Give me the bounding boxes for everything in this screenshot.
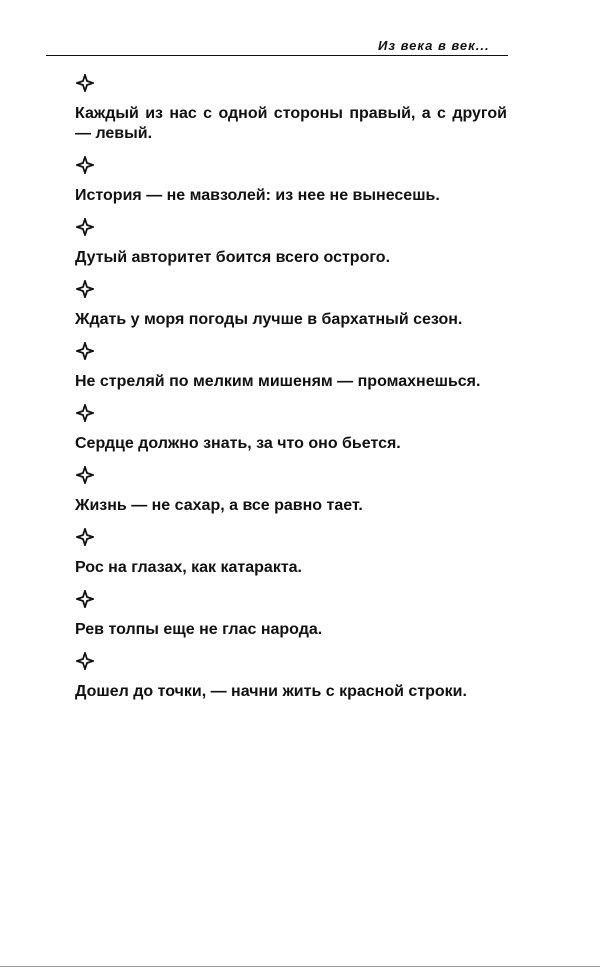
four-point-star-icon xyxy=(76,342,94,360)
list-item xyxy=(75,218,507,268)
running-head: Из века в век... xyxy=(378,38,490,53)
four-point-star-icon xyxy=(76,466,94,484)
list-item xyxy=(75,156,507,206)
page-bottom-edge xyxy=(0,966,600,967)
four-point-star-icon xyxy=(76,218,94,236)
list-item xyxy=(75,528,507,578)
aphorism-text: Каждый из нас с одной стороны правый, а с другой — левый. xyxy=(75,105,507,142)
list-item xyxy=(75,280,507,330)
list-item xyxy=(75,342,507,392)
aphorism-text: Дутый авторитет боится всего острого. xyxy=(75,249,391,266)
four-point-star-icon xyxy=(76,652,94,670)
aphorism-text: Не стреляй по мелким мишеням — промахнешься. xyxy=(75,373,481,390)
aphorism-text: Сердце должно знать, за что оно бьется. xyxy=(75,435,401,452)
aphorism-text: История — не мавзолей: из нее не вынесешь. xyxy=(75,187,440,204)
list-item xyxy=(75,404,507,454)
aphorism-text: Ждать у моря погоды лучше в бархатный сезон. xyxy=(75,311,463,328)
list-item xyxy=(75,652,507,702)
four-point-star-icon xyxy=(76,528,94,546)
four-point-star-icon xyxy=(76,590,94,608)
four-point-star-icon xyxy=(76,404,94,422)
four-point-star-icon xyxy=(76,156,94,174)
list-item xyxy=(75,74,507,144)
four-point-star-icon xyxy=(76,74,94,92)
four-point-star-icon xyxy=(76,280,94,298)
list-item xyxy=(75,590,507,640)
aphorism-text: Дошел до точки, — начни жить с красной строки. xyxy=(75,683,467,700)
list-item xyxy=(75,466,507,516)
aphorism-text: Рос на глазах, как катаракта. xyxy=(75,559,302,576)
header-rule xyxy=(46,55,508,56)
aphorism-list xyxy=(75,74,507,714)
aphorism-text: Рев толпы еще не глас народа. xyxy=(75,621,323,638)
aphorism-text: Жизнь — не сахар, а все равно тает. xyxy=(75,497,363,514)
